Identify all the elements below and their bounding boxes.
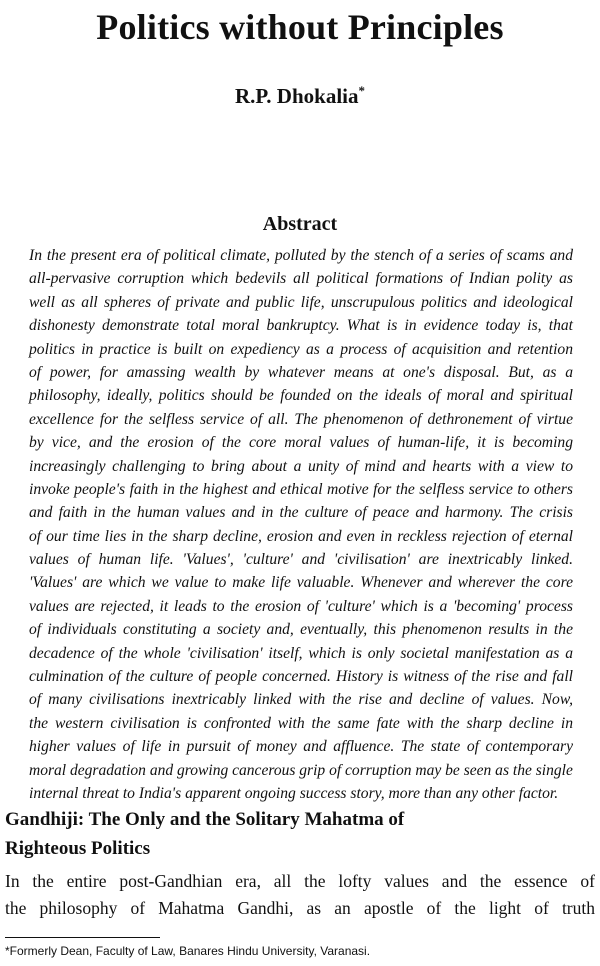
- body-paragraph: [5, 868, 595, 922]
- abstract-line: excellence for the selfless service of all. The phenomenon of dethronement of virtue: [29, 410, 573, 428]
- author-name: R.P. Dhokalia: [234, 84, 359, 108]
- footnote: *Formerly Dean, Faculty of Law, Banares Hindu University, Varanasi.: [5, 944, 371, 958]
- body-line: In the entire post-Gandhian era, all the lofty values and the essence of: [5, 871, 595, 891]
- abstract-line: all-pervasive corruption which bedevils all political formations of Indian polity as: [29, 270, 573, 288]
- abstract-line: by vice, and the erosion of the core moral values of human-life, it is becoming: [29, 434, 573, 452]
- abstract-line: of many civilisations inextricably linked with the rise and decline of values. Now,: [29, 691, 573, 709]
- body-line: the philosophy of Mahatma Gandhi, as an apostle of the light of truth: [5, 898, 595, 918]
- abstract-line: values are rejected, it leads to the erosion of 'culture' which is a 'becoming' process: [29, 597, 573, 615]
- abstract-line: internal threat to India's apparent ongoing success story, more than any other factor.: [29, 784, 559, 802]
- page-title: Politics without Principles: [96, 7, 504, 47]
- abstract-line: of individuals constituting a society and, eventually, this phenomenon results in the: [29, 621, 573, 639]
- abstract-body: [29, 244, 573, 805]
- footnote-divider: [5, 937, 160, 938]
- abstract-line: higher values of life in pursuit of money and affluence. The state of contemporary: [29, 738, 573, 756]
- abstract-line: moral degradation and growing cancerous grip of corruption may be seen as the single: [29, 761, 573, 779]
- abstract-line: In the present era of political climate, polluted by the stench of a series of scams and: [29, 247, 573, 264]
- abstract-line: and faith in the human values and in the culture of peace and harmony. The crisis: [29, 504, 573, 522]
- section-heading-line: Gandhiji: The Only and the Solitary Mahatma of: [5, 809, 405, 830]
- author-line: [0, 84, 600, 109]
- abstract-line: 'Values' are which we value to make life valuable. Whenever and wherever the core: [29, 574, 573, 592]
- footnote-marker: *: [358, 83, 365, 98]
- section-heading-line: Righteous Politics: [5, 838, 151, 859]
- abstract-line: culmination of the culture of people concerned. History is witness of the rise and fall: [29, 668, 573, 686]
- abstract-line: decadence of the whole 'civilisation' itself, which is only societal manifestation as a: [29, 644, 573, 662]
- abstract-line: invoke people's faith in the highest and ethical motive for the selfless service to others: [29, 480, 573, 498]
- abstract-line: the western civilisation is confronted with the same fate with the sharp decline in: [29, 714, 573, 732]
- abstract-line: well as all spheres of private and public life, unscrupulous politics and ideological: [29, 293, 573, 311]
- abstract-line: increasingly challenging to bring about a unity of mind and hearts with a view to: [29, 457, 573, 475]
- abstract-line: philosophy, ideally, politics should be founded on the ideals of moral and spiritual: [29, 387, 573, 405]
- abstract-line: of our time lies in the sharp decline, erosion and even in reckless rejection of eternal: [29, 527, 573, 545]
- abstract-heading: Abstract: [262, 213, 338, 235]
- abstract-line: politics in practice is built on expediency as a process of acquisition and retention: [29, 340, 573, 358]
- abstract-line: of power, for amassing wealth by whatever means at one's disposal. But, as a: [29, 363, 573, 381]
- section-heading: [5, 805, 565, 863]
- abstract-line: dishonesty demonstrate total moral bankruptcy. What is in evidence today is, that: [29, 317, 573, 335]
- abstract-line: values of human life. 'Values', 'culture' and 'civilisation' are inextricably linked.: [29, 551, 573, 569]
